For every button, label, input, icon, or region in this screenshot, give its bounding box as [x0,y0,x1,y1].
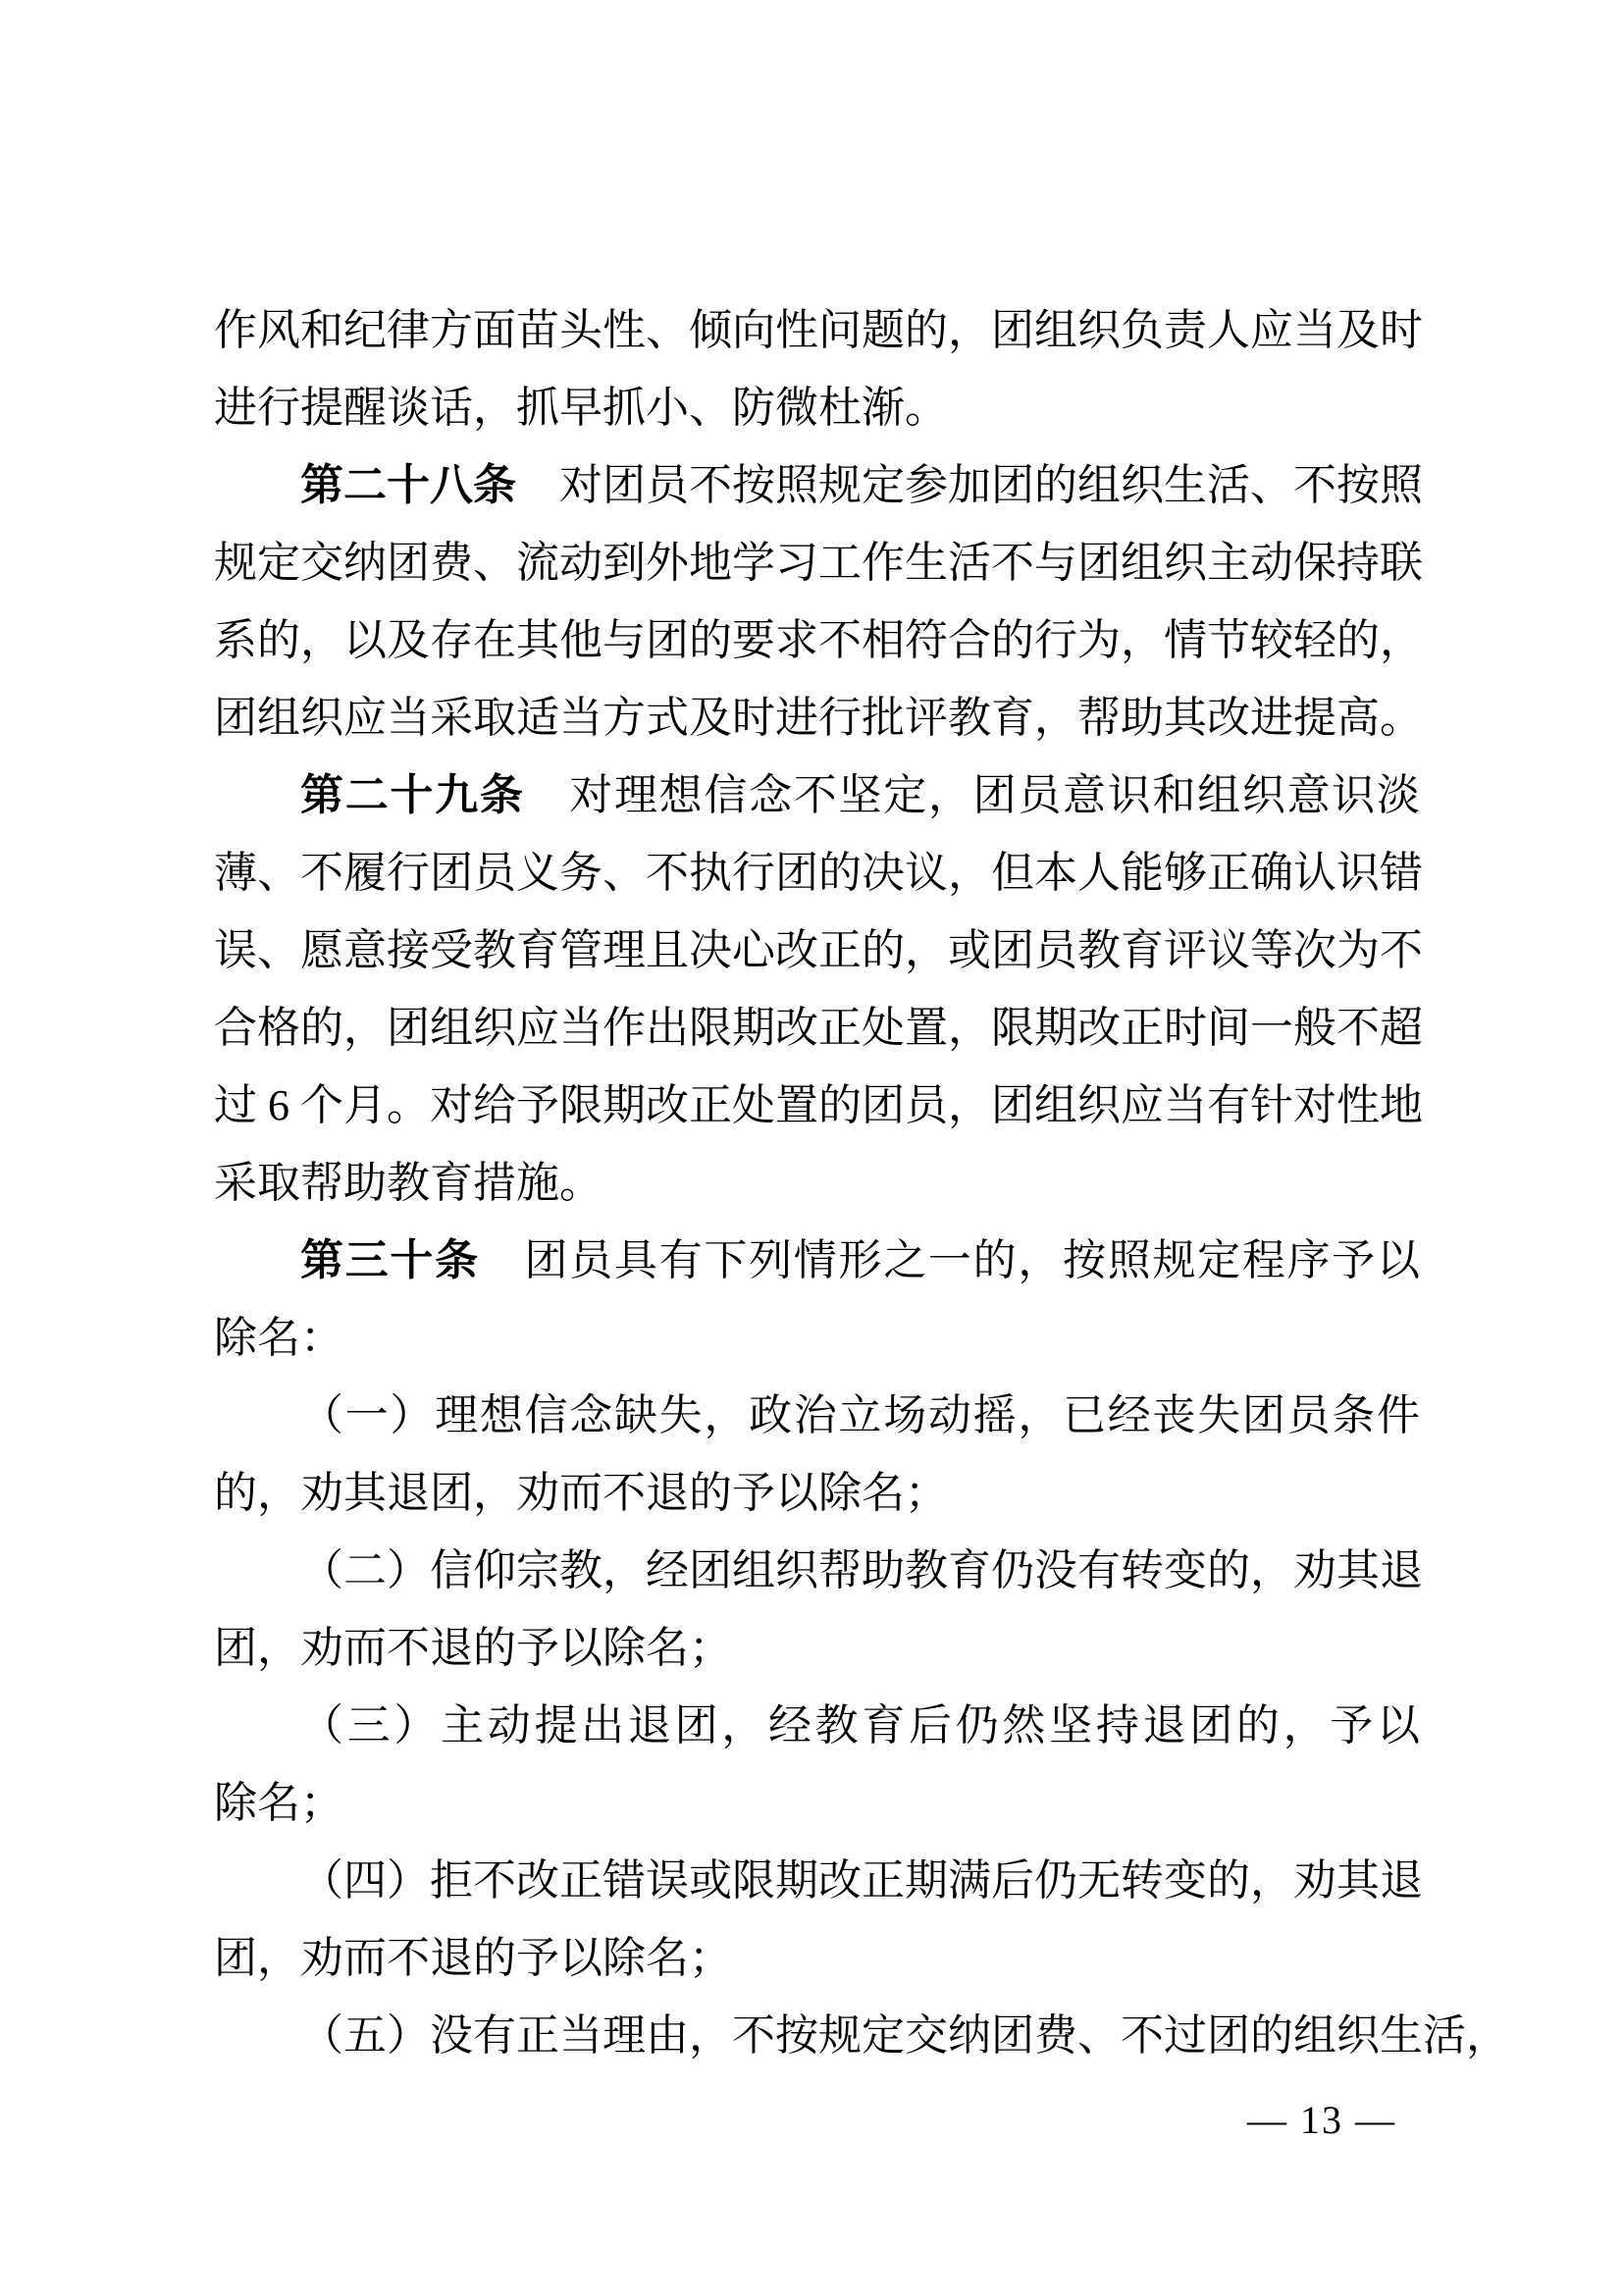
page-number: — 13 — [1247,2098,1396,2142]
text-run: （五）没有正当理由，不按规定交纳团费、不过团的组织生活， [300,2011,1509,2060]
text-run: （一）理想信念缺失，政治立场动摇，已经丧失团员条件 [300,1391,1420,1439]
text-line [214,1764,1420,1842]
text-line [214,989,1423,1067]
text-run: 采取帮助教育措施。 [214,1159,602,1207]
text-line [214,1067,1423,1144]
text-run: 的，劝其退团，劝而不退的予以除名； [214,1469,948,1517]
text-line [214,1609,1420,1687]
text-run: 团组织应当采取适当方式及时进行批评教育，帮助其改进提高。 [214,694,1423,742]
text-run: 薄、不履行团员义务、不执行团的决议，但本人能够正确认识错 [214,849,1423,897]
text-run: 对理想信念不坚定，团员意识和组织意识淡 [524,771,1421,819]
text-run: （二）信仰宗教，经团组织帮助教育仍没有转变的，劝其退 [300,1546,1423,1594]
text-line [214,912,1423,989]
text-line [214,757,1420,834]
text-run: 除名； [214,1779,343,1827]
text-line [214,1532,1423,1609]
text-run: 对团员不按照规定参加团的组织生活、不按照 [516,461,1423,509]
text-line [214,1454,1420,1532]
text-run: 团，劝而不退的予以除名； [214,1624,732,1672]
text-line [214,1377,1420,1454]
text-line [214,601,1423,679]
text-run: 过 6 个月。对给予限期改正处置的团员，团组织应当有针对性地 [214,1081,1423,1129]
text-line [214,1687,1420,1764]
text-run: 团员具有下列情形之一的，按照规定程序予以 [479,1236,1421,1284]
document-body [214,291,1509,2074]
text-line [214,524,1423,601]
text-run: 除名： [214,1314,343,1362]
text-line [214,446,1423,524]
text-run: （三）主动提出退团，经教育后仍然坚持退团的，予以 [300,1701,1420,1749]
text-run: 进行提醒谈话，抓早抓小、防微杜渐。 [214,384,948,432]
text-line [214,1222,1420,1299]
article-number: 第二十九条 [300,771,525,819]
text-run: 合格的，团组织应当作出限期改正处置，限期改正时间一般不超 [214,1004,1423,1052]
text-run: 作风和纪律方面苗头性、倾向性问题的，团组织负责人应当及时 [214,306,1423,354]
text-run: （四）拒不改正错误或限期改正期满后仍无转变的，劝其退 [300,1856,1423,1905]
text-run: 规定交纳团费、流动到外地学习工作生活不与团组织主动保持联 [214,539,1423,587]
text-line [214,1919,1420,1997]
text-line [214,1299,1420,1377]
article-number: 第二十八条 [300,461,516,509]
text-run: 团，劝而不退的予以除名； [214,1934,732,1982]
text-line [214,1842,1423,1919]
text-run: 系的，以及存在其他与团的要求不相符合的行为，情节较轻的， [214,616,1423,664]
text-line [214,1997,1509,2074]
text-line [214,291,1423,369]
text-line [214,679,1423,757]
text-line [214,834,1423,912]
article-number: 第三十条 [300,1236,480,1284]
text-run: 误、愿意接受教育管理且决心改正的，或团员教育评议等次为不 [214,926,1423,974]
text-line [214,369,1420,446]
text-line [214,1144,1420,1222]
